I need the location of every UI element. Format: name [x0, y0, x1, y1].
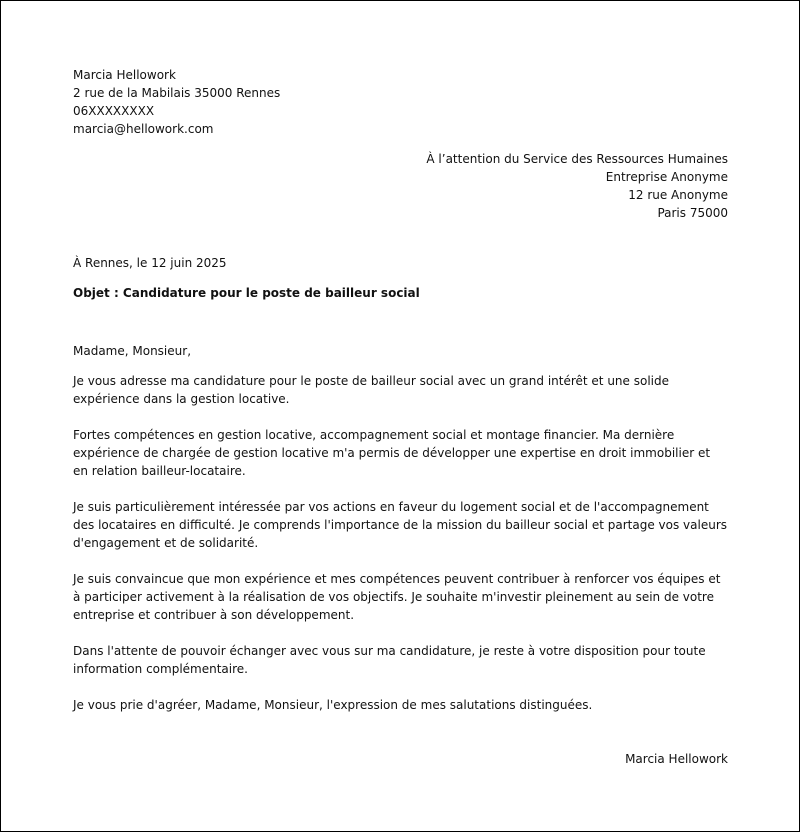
sender-name: Marcia Hellowork: [73, 68, 176, 82]
date-line: À Rennes, le 12 juin 2025: [73, 256, 227, 270]
subject-line: Objet : Candidature pour le poste de bailleur social: [73, 286, 420, 300]
signature: Marcia Hellowork: [625, 752, 728, 766]
body-paragraph-5: Dans l'attente de pouvoir échanger avec vous sur ma candidature, je reste à votre disposition pour toute information complémentaire.: [73, 644, 706, 676]
sender-block: [73, 66, 728, 138]
recipient-company: Entreprise Anonyme: [605, 170, 728, 184]
recipient-block: [73, 150, 728, 222]
recipient-city: Paris 75000: [657, 206, 728, 220]
body-paragraph-2: Fortes compétences en gestion locative, accompagnement social et montage financier. Ma dernière expérience de chargée de gestion locative m'a permis de développer une expertise en droit immobilier et en relation bailleur-locataire.: [73, 428, 711, 478]
body-paragraph-3: Je suis particulièrement intéressée par vos actions en faveur du logement social et de l'accompagnement des locataires en difficulté. Je comprends l'importance de la mission du bailleur social et partage vos valeurs d'engagement et de solidarité.: [73, 500, 728, 550]
sender-phone: 06XXXXXXXX: [73, 104, 155, 118]
salutation: Madame, Monsieur,: [73, 344, 192, 358]
body-paragraph-1: Je vous adresse ma candidature pour le poste de bailleur social avec un grand intérêt et une solide expérience dans la gestion locative.: [73, 374, 669, 406]
letter-content: [73, 66, 728, 768]
closing-paragraph: Je vous prie d'agréer, Madame, Monsieur, l'expression de mes salutations distinguées.: [73, 698, 593, 712]
recipient-street: 12 rue Anonyme: [628, 188, 728, 202]
sender-address: 2 rue de la Mabilais 35000 Rennes: [73, 86, 281, 100]
sender-email: marcia@hellowork.com: [73, 122, 214, 136]
body-paragraph-4: Je suis convaincue que mon expérience et mes compétences peuvent contribuer à renforcer vos équipes et à participer activement à la réalisation de vos objectifs. Je souhaite m'investir pleinement au sein de votre entreprise et contribuer à son développement.: [73, 572, 721, 622]
recipient-attention: À l’attention du Service des Ressources Humaines: [426, 152, 728, 166]
